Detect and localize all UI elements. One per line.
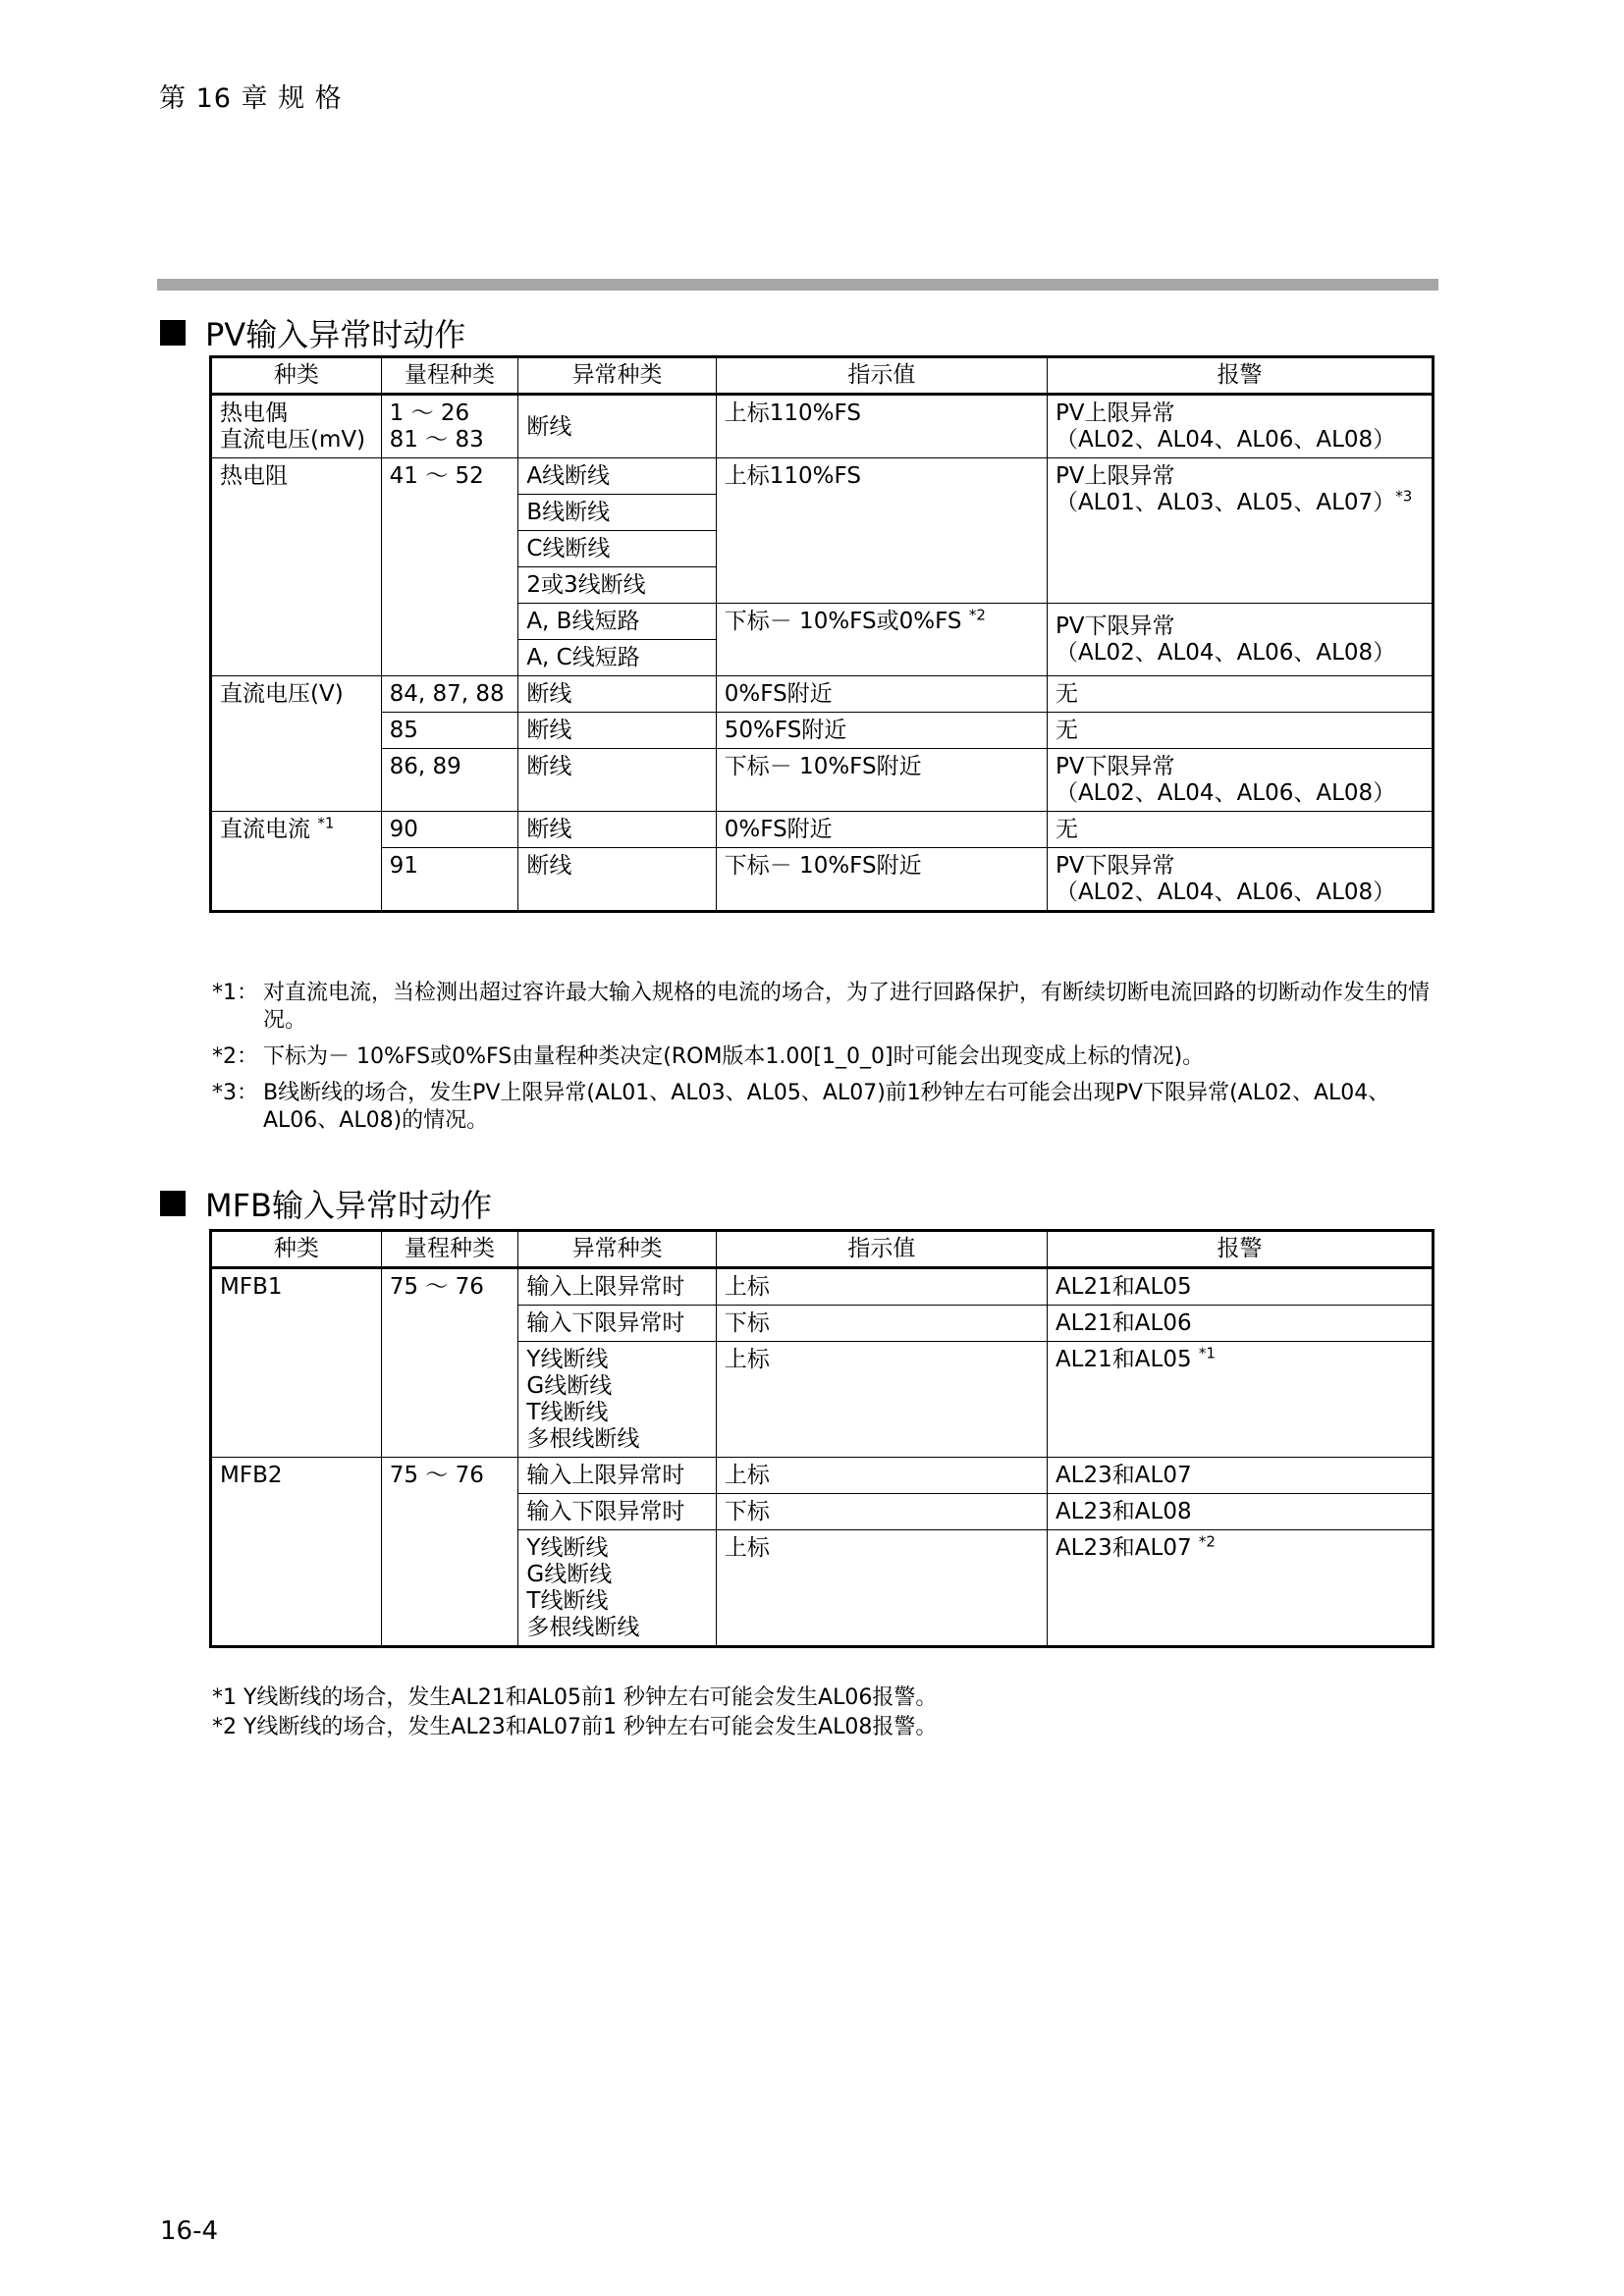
error-cell: 断线	[518, 676, 716, 713]
range-cell: 75 ～ 76	[381, 1458, 518, 1647]
indication-cell: 0%FS附近	[716, 676, 1047, 713]
indication-cell: 下标	[716, 1494, 1047, 1530]
error-cell: 断线	[518, 749, 716, 812]
pv-title-text: PV输入异常时动作	[205, 316, 466, 353]
error-cell: 断线	[518, 812, 716, 848]
indication-cell: 上标	[716, 1458, 1047, 1494]
indication-cell: 上标	[716, 1530, 1047, 1647]
error-cell: 断线	[518, 395, 716, 458]
table-row	[211, 713, 1434, 749]
alarm-cell: AL23和AL07	[1047, 1458, 1433, 1494]
mfb-error-table	[209, 1229, 1435, 1648]
range-cell: 1 ～ 26 81 ～ 83	[381, 395, 518, 458]
range-cell: 90	[381, 812, 518, 848]
mfb-footnotes	[212, 1684, 1439, 1743]
alarm-cell: PV上限异常 （AL01、AL03、AL05、AL07）$^{*3}$	[1047, 458, 1433, 604]
col-header: 异常种类	[518, 1231, 716, 1268]
alarm-cell: AL21和AL05 $^{*1}$	[1047, 1342, 1433, 1458]
alarm-cell: AL23和AL08	[1047, 1494, 1433, 1530]
col-header: 异常种类	[518, 357, 716, 395]
mfb-title-text: MFB输入异常时动作	[205, 1187, 492, 1224]
error-cell: 输入下限异常时	[518, 1494, 716, 1530]
col-header: 报警	[1047, 1231, 1433, 1268]
indication-cell: 0%FS附近	[716, 812, 1047, 848]
alarm-cell: PV下限异常 （AL02、AL04、AL06、AL08）	[1047, 604, 1433, 676]
table-header-row	[211, 357, 1434, 395]
error-cell: A, B线短路	[518, 604, 716, 640]
table-row	[211, 458, 1434, 495]
error-cell: Y线断线 G线断线 T线断线 多根线断线	[518, 1342, 716, 1458]
indication-cell: 50%FS附近	[716, 713, 1047, 749]
error-cell: A线断线	[518, 458, 716, 495]
range-cell: 86, 89	[381, 749, 518, 812]
error-cell: 输入上限异常时	[518, 1268, 716, 1306]
range-cell: 84, 87, 88	[381, 676, 518, 713]
alarm-cell: PV下限异常 （AL02、AL04、AL06、AL08）	[1047, 749, 1433, 812]
alarm-cell: AL23和AL07 $^{*2}$	[1047, 1530, 1433, 1647]
section-divider	[157, 279, 1438, 291]
table-row	[211, 1458, 1434, 1494]
kind-cell: 热电阻	[211, 458, 382, 676]
col-header: 报警	[1047, 357, 1433, 395]
error-cell: A, C线短路	[518, 640, 716, 676]
kind-cell: 热电偶 直流电压(mV)	[211, 395, 382, 458]
table-row	[211, 812, 1434, 848]
alarm-cell: PV上限异常 （AL02、AL04、AL06、AL08）	[1047, 395, 1433, 458]
footnote: *1： 对直流电流，当检测出超过容许最大输入规格的电流的场合，为了进行回路保护，有断续切断电流回路的切断动作发生的情况。	[212, 981, 1431, 1033]
indication-cell: 上标110%FS	[716, 395, 1047, 458]
error-cell: 输入上限异常时	[518, 1458, 716, 1494]
alarm-cell: 无	[1047, 676, 1433, 713]
square-bullet-icon	[160, 1191, 186, 1216]
col-header: 种类	[211, 1231, 382, 1268]
col-header: 指示值	[716, 1231, 1047, 1268]
col-header: 量程种类	[381, 1231, 518, 1268]
table-row	[211, 395, 1434, 458]
error-cell: 断线	[518, 713, 716, 749]
table-row	[211, 848, 1434, 912]
square-bullet-icon	[160, 320, 186, 346]
footnote-mark: *2	[1198, 1532, 1216, 1551]
error-cell: 断线	[518, 848, 716, 912]
alarm-cell: AL21和AL06	[1047, 1306, 1433, 1342]
indication-cell: 下标－ 10%FS附近	[716, 848, 1047, 912]
table-row	[211, 1268, 1434, 1306]
error-cell: Y线断线 G线断线 T线断线 多根线断线	[518, 1530, 716, 1647]
table-header-row	[211, 1231, 1434, 1268]
footnote-mark: *1	[1198, 1344, 1216, 1362]
footnote: *2 Y线断线的场合，发生AL23和AL07前1 秒钟左右可能会发生AL08报警。	[212, 1715, 938, 1739]
footnote: *2： 下标为－ 10%FS或0%FS由量程种类决定(ROM版本1.00[1_0_0]时可能会出现变成上标的情况)。	[212, 1044, 1205, 1069]
table-row	[211, 676, 1434, 713]
footnote-mark: *2	[968, 606, 986, 624]
kind-cell: 直流电流 $^{*1}$	[211, 812, 382, 912]
footnote: *1 Y线断线的场合，发生AL21和AL05前1 秒钟左右可能会发生AL06报警。	[212, 1685, 938, 1710]
footnote-mark: *1	[317, 814, 335, 832]
alarm-cell: 无	[1047, 812, 1433, 848]
indication-cell: 上标110%FS	[716, 458, 1047, 604]
range-cell: 85	[381, 713, 518, 749]
alarm-cell: PV下限异常 （AL02、AL04、AL06、AL08）	[1047, 848, 1433, 912]
error-cell: 2或3线断线	[518, 567, 716, 604]
kind-cell: MFB2	[211, 1458, 382, 1647]
indication-cell: 下标－ 10%FS附近	[716, 749, 1047, 812]
footnote-mark: *3	[1395, 487, 1413, 506]
pv-error-table	[209, 355, 1435, 913]
footnote: *3： B线断线的场合，发生PV上限异常(AL01、AL03、AL05、AL07)前1秒钟左右可能会出现PV下限异常(AL02、AL04、AL06、AL08)的情况。	[212, 1081, 1390, 1133]
indication-cell: 上标	[716, 1342, 1047, 1458]
kind-cell: 直流电压(V)	[211, 676, 382, 812]
col-header: 指示值	[716, 357, 1047, 395]
mfb-section-title	[160, 1181, 492, 1226]
error-cell: B线断线	[518, 495, 716, 531]
chapter-heading: 第 16 章 规 格	[159, 83, 343, 114]
kind-cell: MFB1	[211, 1268, 382, 1458]
error-cell: C线断线	[518, 531, 716, 567]
col-header: 量程种类	[381, 357, 518, 395]
indication-cell: 下标	[716, 1306, 1047, 1342]
table-row	[211, 749, 1434, 812]
pv-section-title	[160, 310, 465, 355]
error-cell: 输入下限异常时	[518, 1306, 716, 1342]
page-number: 16-4	[160, 2216, 219, 2246]
range-cell: 75 ～ 76	[381, 1268, 518, 1458]
alarm-cell: 无	[1047, 713, 1433, 749]
range-cell: 91	[381, 848, 518, 912]
alarm-cell: AL21和AL05	[1047, 1268, 1433, 1306]
range-cell: 41 ～ 52	[381, 458, 518, 676]
indication-cell: 上标	[716, 1268, 1047, 1306]
col-header: 种类	[211, 357, 382, 395]
pv-footnotes	[212, 980, 1439, 1144]
indication-cell: 下标－ 10%FS或0%FS $^{*2}$	[716, 604, 1047, 676]
